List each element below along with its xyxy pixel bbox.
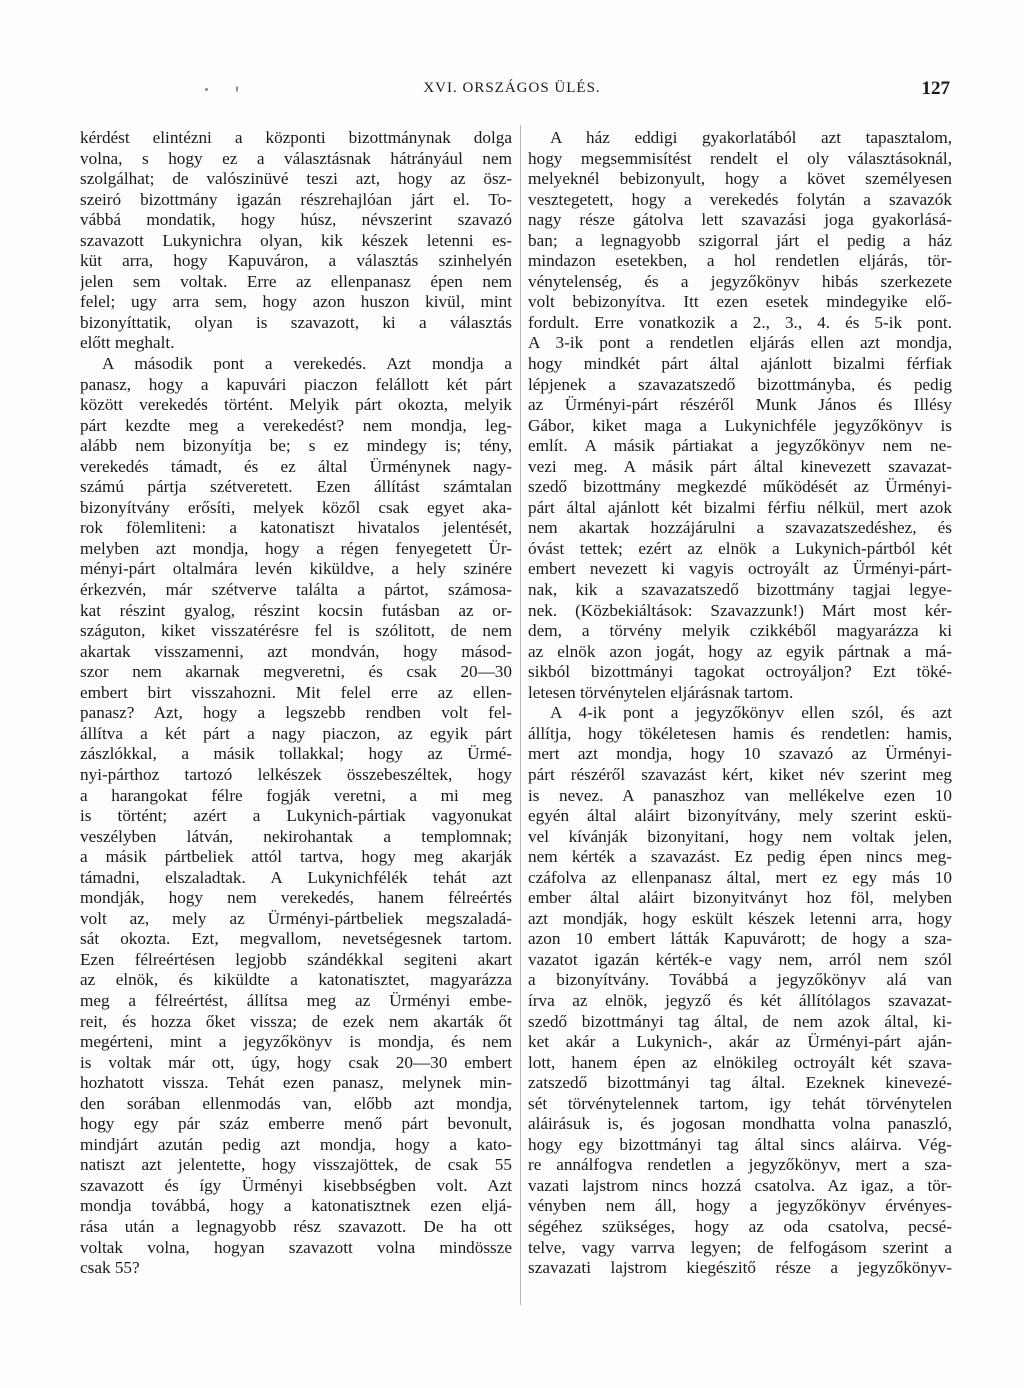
text-line: ban; a legnagyobb szigorral járt el pedig a ház bbox=[528, 230, 952, 250]
text-line: a másik pártbeliek attól tartva, hogy meg akarják bbox=[80, 847, 512, 867]
text-line: den sorában ellenmodás van, előbb azt mondja, bbox=[80, 1093, 512, 1113]
text-line: vel kívánják bizonyitani, hogy nem voltak jelen, bbox=[528, 826, 952, 846]
text-line: számú pártja szétveretett. Ezen állítást számtalan bbox=[80, 477, 512, 497]
text-line: zászlókkal, a másik tollakkal; hogy az Ürmé- bbox=[80, 744, 512, 764]
text-line: csak 55? bbox=[80, 1258, 140, 1278]
text-line: alább nem bizonyítja be; s ez mindegy is; tény, bbox=[80, 436, 512, 456]
text-line: hogy egy pár száz emberre menő párt bevonult, bbox=[80, 1114, 512, 1134]
text-line: megérteni, mint a jegyzőkönyv is mondja, és nem bbox=[80, 1032, 512, 1052]
text-line: hogy megsemmisítést rendelt el oly választásoknál, bbox=[528, 148, 952, 168]
text-line: nem akartak hozzájárulni a szavazatszedéshez, és bbox=[528, 518, 952, 538]
text-line: czáfolva az ellenpanasz által, mert ez egy más 10 bbox=[528, 867, 952, 887]
page-number: 127 bbox=[921, 78, 950, 99]
text-line: nyi-párthoz tartozó lelkészek összebeszéltek, hogy bbox=[80, 764, 512, 784]
text-line: az elnök, és kiküldte a katonatisztet, magyarázza bbox=[80, 970, 512, 990]
text-line: zatszedő bizottmányi tag által. Ezeknek kinevezé- bbox=[528, 1073, 952, 1093]
text-line: A második pont a verekedés. Azt mondja a bbox=[102, 354, 512, 374]
text-line: embert birt visszahozni. Mit felel erre az ellen- bbox=[80, 682, 512, 702]
text-line: voltak volna, hogyan szavazott volna mindössze bbox=[80, 1237, 512, 1257]
text-line: írva az elnök, jegyző és két állítólagos szavazat- bbox=[528, 990, 952, 1010]
text-line: akartak visszamenni, azt mondván, hogy másod- bbox=[80, 641, 512, 661]
text-line: nagy része gátolva lett szavazási joga gyakorlásá- bbox=[528, 210, 952, 230]
text-line: A 4-ik pont a jegyzőkönyv ellen szól, és azt bbox=[550, 703, 952, 723]
column-divider bbox=[520, 125, 521, 1305]
text-line: hogy egy bizottmányi tag által sincs aláirva. Vég- bbox=[528, 1134, 952, 1154]
text-line: A ház eddigi gyakorlatából azt tapasztalom, bbox=[550, 128, 952, 147]
text-line: szedő bizottmányi tag által, de nem azok által, ki- bbox=[528, 1011, 952, 1031]
text-line: felel; ugy arra sem, hogy azon huszon kivül, mint bbox=[80, 292, 512, 312]
text-line: azon 10 embert látták Kapuvárott; de hogy a sza- bbox=[528, 929, 952, 949]
text-line: állítja, hogy tökéletesen hamis és rendetlen: hamis, bbox=[528, 723, 952, 743]
text-line: vénytelenség, és a jegyzőkönyv hibás szerkezete bbox=[528, 271, 952, 291]
text-line: Gábor, kiket maga a Lukynichféle jegyzőkönyv is bbox=[528, 415, 952, 435]
text-line: meg a félreértést, állítsa meg az Ürményi embe- bbox=[80, 990, 512, 1010]
text-line: volt az, mely az Ürményi-pártbeliek megszaladá- bbox=[80, 908, 512, 928]
text-line: sikból bizottmányi tagokat octroyáljon? Ezt töké- bbox=[528, 662, 952, 682]
text-line: rok fölemliteni: a katonatiszt hivatalos jelentését, bbox=[80, 518, 512, 538]
text-line: letesen törvénytelen eljárásnak tartom. bbox=[528, 682, 794, 702]
print-speck bbox=[205, 88, 208, 91]
text-line: szavazati lajstrom kiegészitő része a jegyzőkönyv- bbox=[528, 1258, 952, 1278]
text-line: mindazon esetekben, a hol rendetlen eljárás, tör- bbox=[528, 251, 952, 271]
text-line: fordult. Erre vonatkozik a 2., 3., 4. és 5-ik pont. bbox=[528, 312, 952, 332]
text-line: volt bebizonyítva. Itt ezen esetek mindegyike elő- bbox=[528, 292, 952, 312]
text-line: sét törvénytelennek tartom, igy tehát törvénytelen bbox=[528, 1093, 952, 1113]
text-line: nak, kik a szavazatszedő bizottmány tagjai legye- bbox=[528, 580, 952, 600]
text-line: nek. (Közbekiáltások: Szavazzunk!) Márt most kér- bbox=[528, 600, 952, 620]
text-line: vényben nem áll, hogy a jegyzőkönyv érvényes- bbox=[528, 1196, 952, 1216]
text-line: párt által ajánlott két bizalmi férfiu nélkül, mert azok bbox=[528, 497, 952, 517]
text-line: szor nem akarnak megveretni, és csak 20—30 bbox=[80, 662, 512, 682]
text-line: mondják, hogy nem verekedés, hanem félreértés bbox=[80, 888, 512, 908]
text-line: kat részint gyalog, részint kocsin futásban az or- bbox=[80, 600, 512, 620]
text-line: panasz? Azt, hogy a legszebb rendben volt fel- bbox=[80, 703, 512, 723]
text-line: párt részéről szavazást kért, kiket név szerint meg bbox=[528, 764, 952, 784]
text-line: mert azt mondja, hogy 10 szavazó az Ürményi- bbox=[528, 744, 952, 764]
text-line: reit, és hozza őket vissza; de ezek nem akarták őt bbox=[80, 1011, 512, 1031]
text-line: lott, hanem épen az elnökileg octroyált két szava- bbox=[528, 1052, 952, 1072]
text-line: vezi meg. A másik párt által kinevezett szavazat- bbox=[528, 456, 952, 476]
text-line: volna, s hogy ez a választásnak hátrányául nem bbox=[80, 148, 512, 168]
print-speck bbox=[236, 86, 238, 92]
text-line: sát okozta. Ezt, megvallom, nevetségesnek tartom. bbox=[80, 929, 512, 949]
text-line: szedő bizottmány megkezdé működését az Ürményi- bbox=[528, 477, 952, 497]
text-line: jelen sem voltak. Erre az ellenpanasz épen nem bbox=[80, 271, 512, 291]
text-line: re annálfogva rendetlen a jegyzőkönyv, mert a sza- bbox=[528, 1155, 952, 1175]
text-line: kérdést elintézni a központi bizottmánynak dolga bbox=[80, 128, 512, 147]
text-line: bizonyítvány erősíti, melyek közől csak egyet aka- bbox=[80, 497, 512, 517]
text-line: küt arra, hogy Kapuváron, a választás szinhelyén bbox=[80, 251, 512, 271]
text-line: az Ürményi-párt részéről Munk János és Illésy bbox=[528, 395, 952, 415]
text-line: említ. A másik pártiakat a jegyzőkönyv nem ne- bbox=[528, 436, 952, 456]
text-line: a bizonyítvány. Továbbá a jegyzőkönyv alá van bbox=[528, 970, 952, 990]
text-line: hogy mindkét párt által ajánlott bizalmi férfiak bbox=[528, 354, 952, 374]
text-line: egyén által aláirt bizonyítvány, mely szerint eskü- bbox=[528, 806, 952, 826]
text-line: ményi-párt oltalmára levén kiküldve, a hely szinére bbox=[80, 559, 512, 579]
text-line: vazati lajstrom nincs hozzá csatolva. Az igaz, a tör- bbox=[528, 1175, 952, 1195]
text-line: mondja továbbá, hogy a katonatisztnek ezen eljá- bbox=[80, 1196, 512, 1216]
right-text-column bbox=[528, 128, 952, 1279]
text-line: szolgálhat; de valószinüvé teszi azt, hogy az ösz- bbox=[80, 169, 512, 189]
text-line: vazatot igazán kérték-e vagy nem, arról nem szól bbox=[528, 949, 952, 969]
text-line: mindjárt azután pedig azt mondja, hogy a kato- bbox=[80, 1134, 512, 1154]
running-head bbox=[0, 80, 1024, 104]
text-line: is nevez. A panaszhoz van mellékelve ezen 10 bbox=[528, 785, 952, 805]
text-line: aláirásuk is, és jogosan mondhatta volna panaszló, bbox=[528, 1114, 952, 1134]
text-line: óvást tettek; ezért az elnök a Lukynich-pártból két bbox=[528, 538, 952, 558]
text-line: szeiró bizottmány igazán részrehajlóan járt el. To- bbox=[80, 189, 512, 209]
text-line: A 3-ik pont a rendetlen eljárás ellen azt mondja, bbox=[528, 333, 952, 353]
text-line: előtt meghalt. bbox=[80, 333, 175, 353]
text-line: vábbá mondatik, hogy húsz, névszerint szavazó bbox=[80, 210, 512, 230]
text-line: melyeknél bebizonyult, hogy a követ személyesen bbox=[528, 169, 952, 189]
text-line: verekedés támadt, és ez által Ürménynek nagy- bbox=[80, 456, 512, 476]
text-line: a harangokat félre fogják veretni, a mi meg bbox=[80, 785, 512, 805]
running-title: XVI. ORSZÁGOS ÜLÉS. bbox=[423, 80, 601, 96]
left-text-column bbox=[80, 128, 512, 1279]
text-line: is történt; azért a Lukynich-pártiak vagyonukat bbox=[80, 806, 512, 826]
text-line: lépjenek a szavazatszedő bizottmányba, és pedig bbox=[528, 374, 952, 394]
text-line: ségéhez szükséges, hogy az oda csatolva, pecsé- bbox=[528, 1216, 952, 1236]
text-line: melyben azt mondja, hogy a régen fenyegetett Ür- bbox=[80, 538, 512, 558]
text-line: Ezen félreértésen legjobb szándékkal segiteni akart bbox=[80, 949, 512, 969]
text-line: szavazott és így Ürményi kisebbségben volt. Azt bbox=[80, 1175, 512, 1195]
text-line: veszélyben látván, nekirohantak a templomnak; bbox=[80, 826, 512, 846]
text-line: támadni, elszaladtak. A Lukynichfélék tehát azt bbox=[80, 867, 512, 887]
text-line: natiszt azt jelentette, hogy visszajöttek, de csak 55 bbox=[80, 1155, 512, 1175]
text-line: embert nevezett ki vagyis octroyált az Ürményi-párt- bbox=[528, 559, 952, 579]
text-line: ember által aláirt bizonyitványt hoz föl, melyben bbox=[528, 888, 952, 908]
text-line: dem, a törvény melyik czikkéből magyarázza ki bbox=[528, 621, 952, 641]
text-line: száguton, kiket visszatérésre fel is szólitott, de nem bbox=[80, 621, 512, 641]
text-line: bizonyíttatik, olyan is szavazott, ki a választás bbox=[80, 312, 512, 332]
text-line: az elnök azon jogát, hogy az egyik pártnak a má- bbox=[528, 641, 952, 661]
text-line: ket akár a Lukynich-, akár az Ürményi-párt aján- bbox=[528, 1032, 952, 1052]
text-line: telve, vagy varrva legyen; de felfogásom szerint a bbox=[528, 1237, 952, 1257]
text-line: párt kezdte meg a verekedést? nem mondja, leg- bbox=[80, 415, 512, 435]
text-line: szavazott Lukynichra olyan, kik készek letenni es- bbox=[80, 230, 512, 250]
text-line: vesztegetett, hogy a verekedés folytán a szavazók bbox=[528, 189, 952, 209]
text-line: is voltak már ott, úgy, hogy csak 20—30 embert bbox=[80, 1052, 512, 1072]
text-line: állítva a két párt a nagy piaczon, az egyik párt bbox=[80, 723, 512, 743]
text-line: érkezvén, már szétverve találta a pártot, számosa- bbox=[80, 580, 512, 600]
text-line: panasz, hogy a kapuvári piaczon felállott két párt bbox=[80, 374, 512, 394]
text-line: hozhatott vissza. Tehát ezen panasz, melynek min- bbox=[80, 1073, 512, 1093]
text-line: azt mondják, hogy eskült készek letenni arra, hogy bbox=[528, 908, 952, 928]
text-line: között verekedés történt. Melyik párt okozta, melyik bbox=[80, 395, 512, 415]
text-line: rása után a legnagyobb rész szavazott. De ha ott bbox=[80, 1216, 512, 1236]
text-line: nem kérték a szavazást. Ez pedig épen nincs meg- bbox=[528, 847, 952, 867]
